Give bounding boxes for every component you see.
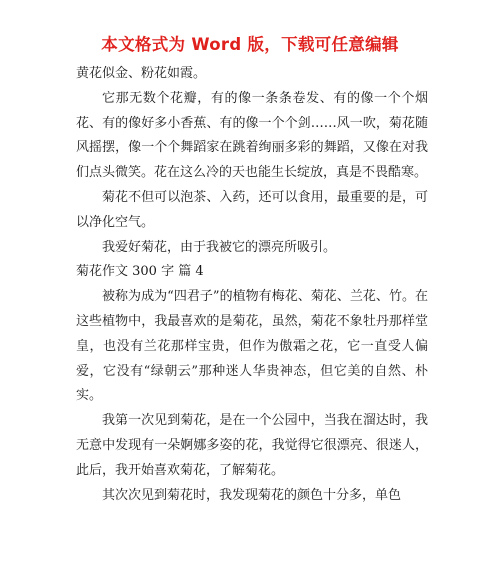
section-heading: 菊花作文 300 字 篇 4 xyxy=(76,264,204,280)
paragraph-6: 我第一次见到菊花，是在一个公园中，当我在溜达时，我无意中发现有一朵婀娜多姿的花，我觉得它很漂亮、很迷人，此后，我开始喜欢菊花，了解菊花。 xyxy=(76,413,428,478)
format-banner: 本文格式为 Word 版，下载可任意编辑 xyxy=(101,35,399,54)
paragraph-1: 黄花似金、粉花如霞。 xyxy=(76,66,207,81)
paragraph-5: 被称为成为“四君子”的植物有梅花、菊花、兰花、竹。在这些植物中，我最喜欢的是菊花，虽然，菊花不象牡丹那样堂皇，也没有兰花那样宝贵，但作为傲霜之花，它一直受人偏爱，它没有“绿朝云”那种迷人华贵神态，但它美的自然、朴实。 xyxy=(76,289,428,404)
paragraph-4: 我爱好菊花，由于我被它的漂亮所吸引。 xyxy=(102,239,337,255)
paragraph-3: 菊花不但可以泡茶、入药，还可以食用，最重要的是，可以净化空气。 xyxy=(76,189,428,230)
paragraph-2: 它那无数个花瓣，有的像一条条卷发、有的像一个个烟花、有的像好多小香蕉、有的像一个个剑……风一吹，菊花随风摇摆，像一个个舞蹈家在跳着绚丽多彩的舞蹈，又像在对我们点头微笑。花在这么冷的天也能生长绽放，真是不畏酷寒。 xyxy=(76,90,428,181)
paragraph-7: 其次次见到菊花时，我发现菊花的颜色十分多，单色 xyxy=(102,487,402,503)
document-body xyxy=(76,62,428,508)
